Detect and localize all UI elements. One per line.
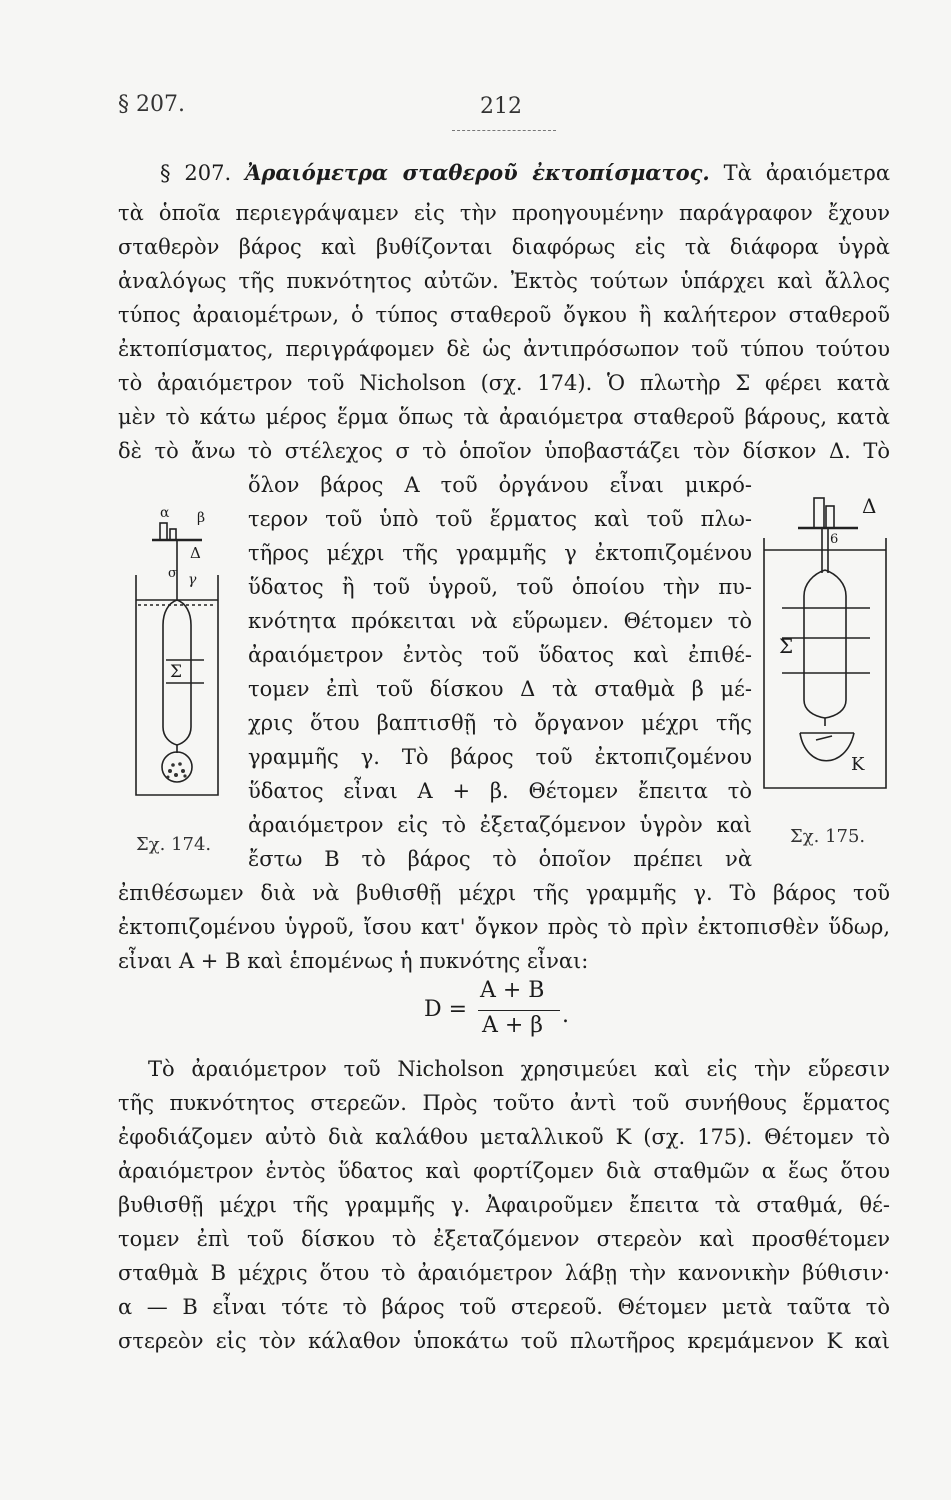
fig175-label-kappa: Κ — [851, 754, 865, 775]
figure-174-caption: Σχ. 174. — [136, 834, 212, 855]
fig174-label-alpha: α — [160, 505, 170, 521]
text-line: ὅλον βάρος Α τοῦ ὀργάνου εἶναι μικρό- — [248, 473, 752, 497]
text-line: α — Β εἶναι τότε τὸ βάρος τοῦ στερεοῦ. Θέτομεν μετὰ ταῦτα τὸ — [118, 1295, 890, 1319]
text-line: τερον τοῦ ὑπὸ τοῦ ἕρματος καὶ τοῦ πλω- — [248, 507, 752, 531]
section-number: § 207. — [160, 161, 232, 185]
paragraph-first-line-rest: Τὰ ἀραιόμετρα — [723, 161, 890, 185]
section-title: Ἀραιόμετρα σταθεροῦ ἐκτοπίσματος. — [245, 160, 710, 185]
text-line: Τὸ ἀραιόμετρον τοῦ Nicholson χρησιμεύει καὶ εἰς τὴν εὕρεσιν — [148, 1057, 890, 1081]
text-line: χρις ὅτου βαπτισθῇ τὸ ὄργανον μέχρι τῆς — [248, 711, 752, 735]
fig174-label-delta: Δ — [190, 544, 201, 562]
text-line: βυθισθῇ μέχρι τῆς γραμμῆς γ. Ἀφαιροῦμεν ἔπειτα τὰ σταθμά, θέ- — [118, 1193, 890, 1217]
text-line: κνότητα πρόκειται νὰ εὕρωμεν. Θέτομεν τὸ — [248, 609, 752, 633]
text-line: εἶναι Α + Β καὶ ἑπομένως ἡ πυκνότης εἶναι: — [118, 949, 589, 973]
text-line: ὕδατος ἢ τοῦ ὑγροῦ, τοῦ ὁποίου τὴν πυ- — [248, 575, 752, 599]
section-title-line — [160, 158, 890, 188]
figure-175-caption: Σχ. 175. — [790, 826, 866, 847]
text-line: ἐκτοπίσματος, περιγράφομεν δὲ ὡς ἀντιπρόσωπον τοῦ τύπου τούτου — [118, 337, 890, 361]
text-line: δὲ τὸ ἄνω τὸ στέλεχος σ τὸ ὁποῖον ὑποβαστάζει τὸν δίσκον Δ. Τὸ — [118, 439, 890, 463]
text-line: ὕδατος εἶναι Α + β. Θέτομεν ἔπειτα τὸ — [248, 779, 752, 803]
text-line: τύπος ἀραιομέτρων, ὁ τύπος σταθεροῦ ὄγκου ἢ καλήτερον σταθεροῦ — [118, 303, 890, 327]
text-line: ἔστω Β τὸ βάρος τὸ ὁποῖον πρέπει νὰ — [248, 847, 752, 871]
text-line: τῆς πυκνότητος στερεῶν. Πρὸς τοῦτο ἀντὶ τοῦ συνήθους ἕρματος — [118, 1091, 890, 1115]
text-line: σταθμὰ Β μέχρις ὅτου τὸ ἀραιόμετρον λάβῃ τὴν κανονικὴν βύθισιν· — [118, 1261, 890, 1285]
text-line: ἐπιθέσωμεν διὰ νὰ βυθισθῇ μέχρι τῆς γραμμῆς γ. Τὸ βάρος τοῦ — [118, 881, 890, 905]
text-line: ἐφοδιάζομεν αὐτὸ διὰ καλάθου μεταλλικοῦ Κ (σχ. 175). Θέτομεν τὸ — [118, 1125, 890, 1149]
fig174-label-beta: β — [197, 510, 206, 526]
equation-fraction-bar — [478, 1010, 560, 1011]
equation-lhs: D = — [424, 997, 468, 1022]
text-line: τομεν ἐπὶ τοῦ δίσκου Δ τὰ σταθμὰ β μέ- — [248, 677, 752, 701]
fig174-label-gamma: γ — [188, 572, 197, 588]
page-number: 212 — [480, 94, 522, 119]
figure-174-diagram — [130, 505, 230, 805]
header-rule — [452, 130, 556, 131]
text-line: ἀραιόμετρον ἐντὸς ὕδατος καὶ φορτίζομεν διὰ σταθμῶν α ἕως ὅτου — [118, 1159, 890, 1183]
text-line: ἀναλόγως τῆς πυκνότητος αὐτῶν. Ἐκτὸς τούτων ὑπάρχει καὶ ἄλλος — [118, 269, 890, 293]
equation-end: . — [562, 1003, 569, 1028]
fig175-label-sigma: Σ — [779, 634, 794, 658]
text-line: ἀραιόμετρον ἐντὸς τοῦ ὕδατος καὶ ἐπιθέ- — [248, 643, 752, 667]
text-line: σταθερὸν βάρος καὶ βυθίζονται διαφόρως εἰς τὰ διάφορα ὑγρὰ — [118, 235, 890, 259]
fig175-label-six: 6 — [830, 532, 839, 547]
text-line: μὲν τὸ κάτω μέρος ἕρμα ὅπως τὰ ἀραιόμετρα σταθεροῦ βάρους, κατὰ — [118, 405, 890, 429]
text-line: τὸ ἀραιόμετρον τοῦ Nicholson (σχ. 174). Ὁ πλωτὴρ Σ φέρει κατὰ — [118, 371, 890, 395]
text-line: στερεὸν εἰς τὸν κάλαθον ὑποκάτω τοῦ πλωτῆρος κρεμάμενον Κ καὶ — [118, 1329, 890, 1353]
text-line: τῆρος μέχρι τῆς γραμμῆς γ ἐκτοπιζομένου — [248, 541, 752, 565]
text-line: τομεν ἐπὶ τοῦ δίσκου τὸ ἐξεταζόμενον στερεὸν καὶ προσθέτομεν — [118, 1227, 890, 1251]
text-line: τὰ ὁποῖα περιεγράψαμεν εἰς τὴν προηγουμένην παράγραφον ἔχουν — [118, 201, 890, 225]
header-section-ref: § 207. — [118, 92, 185, 117]
fig175-label-delta: Δ — [862, 494, 877, 518]
text-line: γραμμῆς γ. Τὸ βάρος τοῦ ἐκτοπιζομένου — [248, 745, 752, 769]
fig174-label-sigma: Σ — [170, 662, 183, 682]
equation-denominator: Α + β — [482, 1013, 544, 1038]
text-line: ἐκτοπιζομένου ὑγροῦ, ἴσου κατ' ὄγκον πρὸς τὸ πρὶν ἐκτοπισθὲν ὕδωρ, — [118, 915, 890, 939]
equation-numerator: Α + Β — [480, 978, 545, 1003]
fig174-label-sigma-small: σ — [168, 566, 177, 581]
text-line: ἀραιόμετρον εἰς τὸ ἐξεταζόμενον ὑγρὸν καὶ — [248, 813, 752, 837]
